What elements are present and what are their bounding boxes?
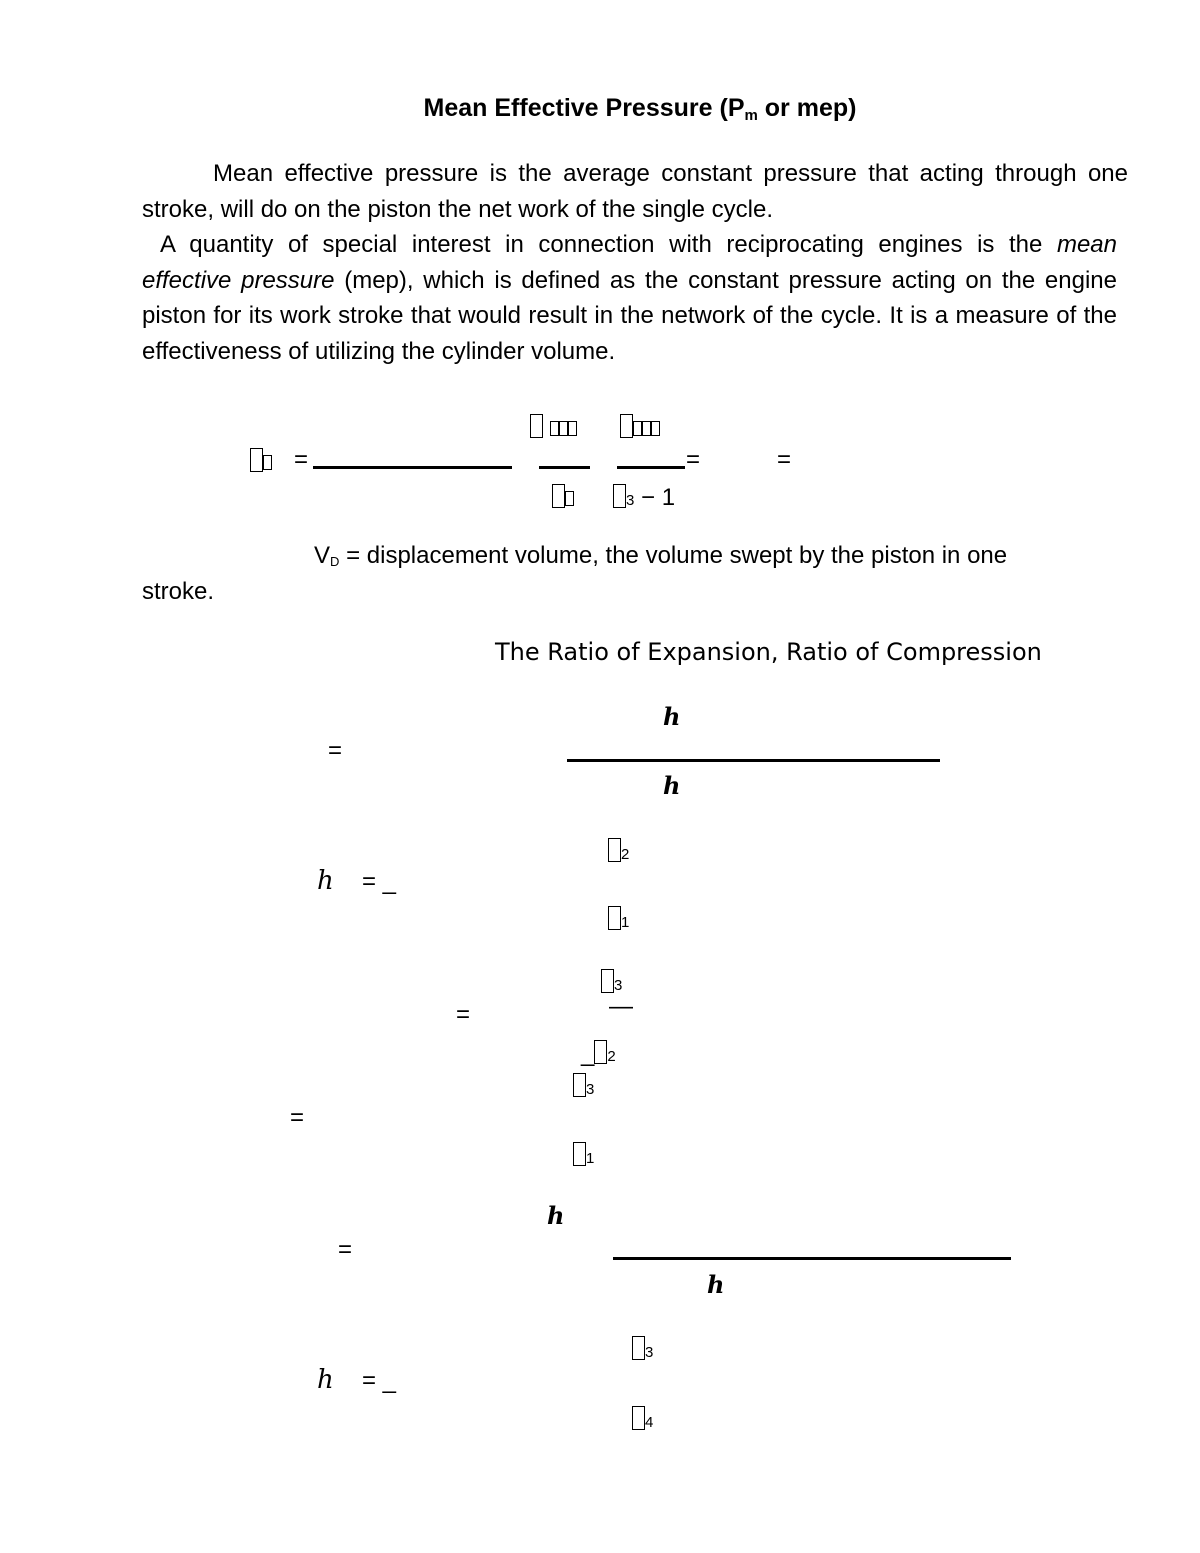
- mep-text-start: A quantity of special interest in connection with reciprocating engines is the: [160, 231, 1057, 258]
- v2-symbol: 2: [608, 838, 629, 866]
- v3-symbol: 3: [632, 1336, 653, 1364]
- vd-symbol: V: [314, 542, 331, 569]
- formula-equals-3: =: [777, 446, 792, 473]
- vd-definition: [314, 542, 1007, 570]
- equals-sign: =: [338, 1236, 353, 1263]
- formula-symbol-lhs: [250, 448, 272, 476]
- h-symbol: h: [317, 1365, 334, 1395]
- equals-sign: =: [328, 737, 343, 764]
- h-symbol: h: [317, 866, 334, 896]
- fraction-bar: [567, 759, 940, 762]
- section-title: The Ratio of Expansion, Ratio of Compression: [495, 638, 1042, 666]
- v3-symbol: 3: [601, 969, 622, 997]
- fraction-bar-2: [539, 466, 590, 469]
- fraction-bar-3: [617, 466, 685, 469]
- formula-numerator-1: [530, 414, 577, 442]
- mep-text-end: (mep), which is defined as the constant pressure acting on the engine piston for its work stroke that would result in the network of the cycle. It is a measure of the effectiveness of utilizing the cylinder volume.: [142, 266, 1117, 365]
- mep-paragraph: [142, 227, 1117, 369]
- page-title: [0, 94, 1200, 124]
- fraction-bar-1: [313, 466, 512, 469]
- vd-text: = displacement volume, the volume swept by the piston in one: [339, 542, 1008, 569]
- equals-sign: =: [290, 1104, 305, 1131]
- title-subscript: m: [744, 107, 758, 124]
- formula-equals-2: =: [686, 446, 701, 473]
- v4-symbol: 4: [632, 1406, 653, 1434]
- equals-sign: =: [456, 1001, 471, 1028]
- mep-italic-term: mean effective pressure: [142, 231, 1117, 294]
- numerator-h: h: [547, 1201, 565, 1230]
- fraction-dash: —: [609, 993, 633, 1020]
- denominator-h: h: [663, 771, 681, 800]
- v2-symbol: _ 2: [581, 1040, 616, 1067]
- vd-definition-wrap: stroke.: [142, 578, 215, 605]
- formula-equals-1: =: [294, 446, 309, 473]
- definition-text: Mean effective pressure is the average constant pressure that acting through one stroke, will do on the piston the net work of the single cycle.: [142, 160, 1128, 223]
- equals-bar: = _: [362, 868, 397, 895]
- formula-denominator-1: [552, 484, 574, 512]
- fraction-bar: [613, 1257, 1011, 1260]
- definition-paragraph: [142, 156, 1128, 227]
- title-text-end: or mep): [757, 94, 857, 122]
- equals-bar: = _: [362, 1367, 397, 1394]
- denominator-h: h: [707, 1270, 725, 1299]
- vd-subscript: D: [330, 554, 340, 569]
- minus-one: − 1: [641, 484, 676, 511]
- title-text: Mean Effective Pressure (P: [423, 94, 745, 122]
- formula-numerator-2: [620, 414, 660, 442]
- v1-symbol: 1: [573, 1142, 594, 1170]
- formula-denominator-2: 3 − 1: [613, 484, 675, 512]
- numerator-h: h: [663, 702, 681, 731]
- v3-symbol: 3: [573, 1073, 594, 1101]
- v1-symbol: 1: [608, 906, 629, 934]
